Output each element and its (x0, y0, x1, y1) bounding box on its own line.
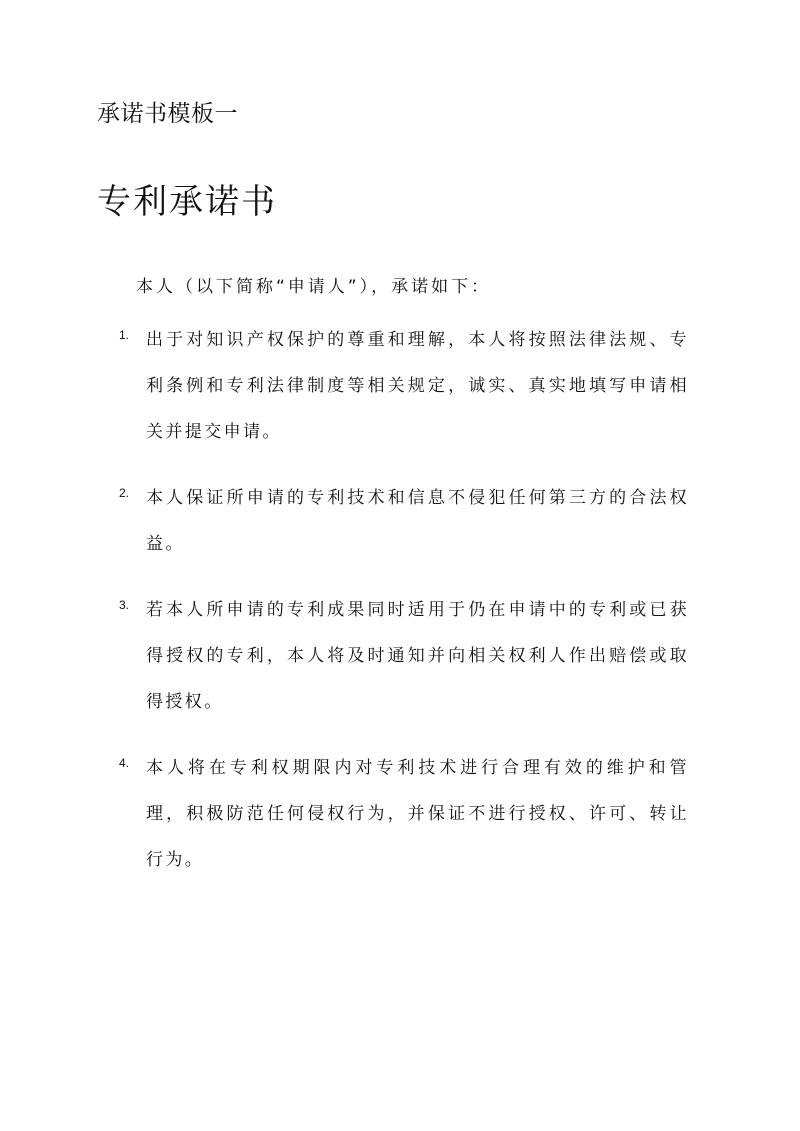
commitment-item (119, 587, 689, 725)
commitment-text: 若本人所申请的专利成果同时适用于仍在申请中的专利或已获得授权的专利，本人将及时通知并向相关权利人作出赔偿或取得授权。 (146, 600, 689, 712)
commitment-number: 1. (119, 328, 130, 342)
commitment-number: 3. (119, 598, 130, 612)
commitment-number: 4. (119, 756, 130, 770)
commitment-text: 本人保证所申请的专利技术和信息不侵犯任何第三方的合法权益。 (146, 488, 689, 554)
commitment-item (119, 317, 689, 455)
commitment-text: 本人将在专利权期限内对专利技术进行合理有效的维护和管理，积极防范任何侵权行为，并保证不进行授权、许可、转让行为。 (146, 758, 689, 870)
commitment-item (119, 475, 689, 567)
template-heading: 承诺书模板一 (97, 101, 238, 127)
commitment-list (119, 326, 689, 912)
commitment-item (119, 745, 689, 883)
intro-paragraph: 本人（以下简称“申请人”），承诺如下： (136, 277, 492, 297)
commitment-number: 2. (119, 486, 130, 500)
commitment-text: 出于对知识产权保护的尊重和理解，本人将按照法律法规、专利条例和专利法律制度等相关规定，诚实、真实地填写申请相关并提交申请。 (146, 330, 689, 442)
document-title: 专利承诺书 (97, 182, 277, 222)
